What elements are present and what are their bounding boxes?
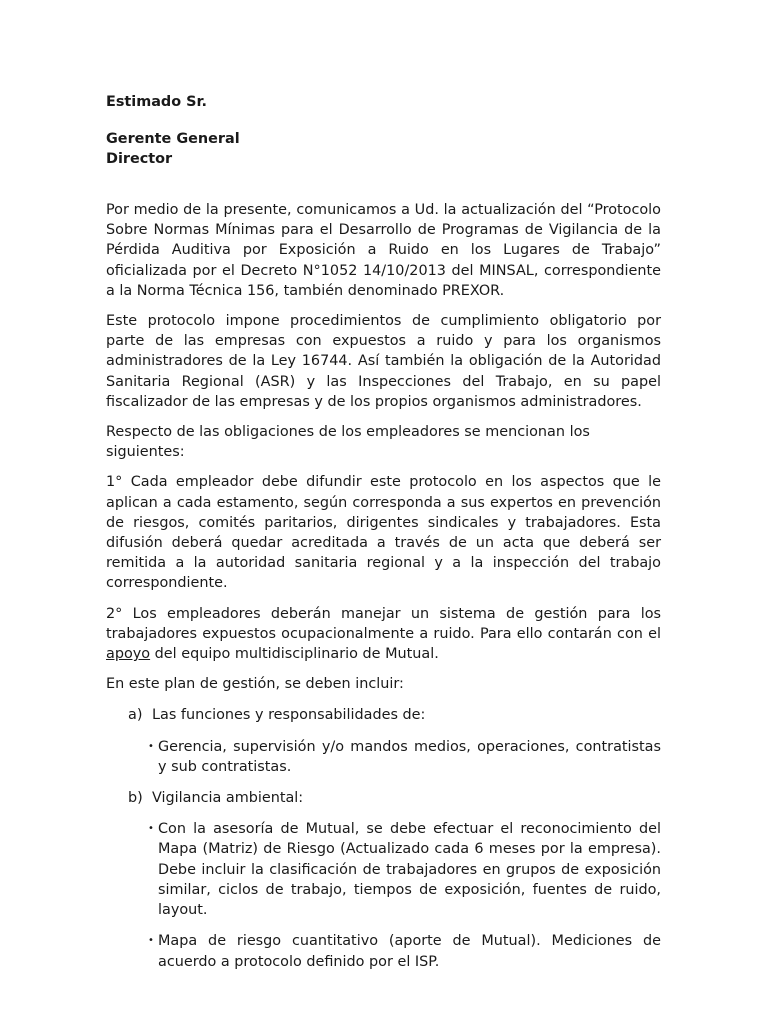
paragraph-employer-obligations-intro: Respecto de las obligaciones de los empleadores se mencionan los siguientes: bbox=[106, 424, 590, 461]
list-item-b-text: Vigilancia ambiental: bbox=[152, 790, 304, 807]
salutation: Estimado Sr. bbox=[106, 94, 207, 110]
bullet-icon: • bbox=[148, 823, 154, 835]
bullet-icon: • bbox=[148, 740, 154, 752]
bullet-quantitative-risk-map bbox=[106, 931, 661, 971]
letter-page bbox=[106, 92, 661, 972]
list-marker-a: a) bbox=[128, 707, 143, 724]
paragraph-management-plan: En este plan de gestión, se deben incluir: bbox=[106, 676, 404, 693]
bullet-risk-map bbox=[106, 819, 661, 920]
bullet-risk-map-text: Con la asesoría de Mutual, se debe efectuar el reconocimiento del Mapa (Matriz) de Riesgo (Actualizado cada 6 meses por la empresa). Debe incluir la clasificación de trabajadores en grupos de exposición similar, ciclos de trabajo, tiempos de exposición, fuentes de ruido, layout. bbox=[158, 821, 661, 919]
paragraph-obligation-2-text-post: del equipo multidisciplinario de Mutual. bbox=[150, 646, 439, 663]
list-item-b bbox=[106, 788, 661, 808]
bullet-management-roles bbox=[106, 737, 661, 777]
bullet-icon: • bbox=[148, 935, 154, 947]
bullet-management-roles-text: Gerencia, supervisión y/o mandos medios, operaciones, contratistas y sub contratistas. bbox=[158, 738, 661, 775]
recipient-title-general-manager: Gerente General bbox=[106, 131, 240, 147]
list-item-a bbox=[106, 705, 661, 725]
paragraph-intro: Por medio de la presente, comunicamos a Ud. la actualización del “Protocolo Sobre Normas Mínimas para el Desarrollo de Programas de Vigilancia de la Pérdida Auditiva por Exposición a Ruido en los Lugares de Trabajo” oficializada por el Decreto N°1052 14/10/2013 del MINSAL, correspondiente a la Norma Técnica 156, también denominado PREXOR. bbox=[106, 202, 661, 299]
paragraph-obligation-2 bbox=[106, 604, 661, 665]
list-item-a-text: Las funciones y responsabilidades de: bbox=[152, 707, 426, 724]
support-underlined-word: apoyo bbox=[106, 646, 151, 663]
paragraph-obligation-1: 1° Cada empleador debe difundir este protocolo en los aspectos que le aplican a cada estamento, según corresponda a sus expertos en prevención de riesgos, comités paritarios, dirigentes sindicales y trabajadores. Esta difusión deberá quedar acreditada a través de un acta que deberá ser remitida a la autoridad sanitaria regional y a la inspección del trabajo correspondiente. bbox=[106, 474, 661, 592]
recipient-block bbox=[106, 129, 661, 169]
list-marker-b: b) bbox=[128, 790, 143, 807]
recipient-title-director: Director bbox=[106, 151, 173, 167]
paragraph-protocol-obligations: Este protocolo impone procedimientos de cumplimiento obligatorio por parte de las empresas con expuestos a ruido y para los organismos administradores de la Ley 16744. Así también la obligación de la Autoridad Sanitaria Regional (ASR) y las Inspecciones del Trabajo, en su papel fiscalizador de las empresas y de los propios organismos administradores. bbox=[106, 313, 661, 410]
bullet-quantitative-risk-map-text: Mapa de riesgo cuantitativo (aporte de Mutual). Mediciones de acuerdo a protocolo definido por el ISP. bbox=[158, 933, 661, 970]
paragraph-obligation-2-text-pre: 2° Los empleadores deberán manejar un sistema de gestión para los trabajadores expuestos ocupacionalmente a ruido. Para ello contarán con el bbox=[106, 605, 661, 642]
